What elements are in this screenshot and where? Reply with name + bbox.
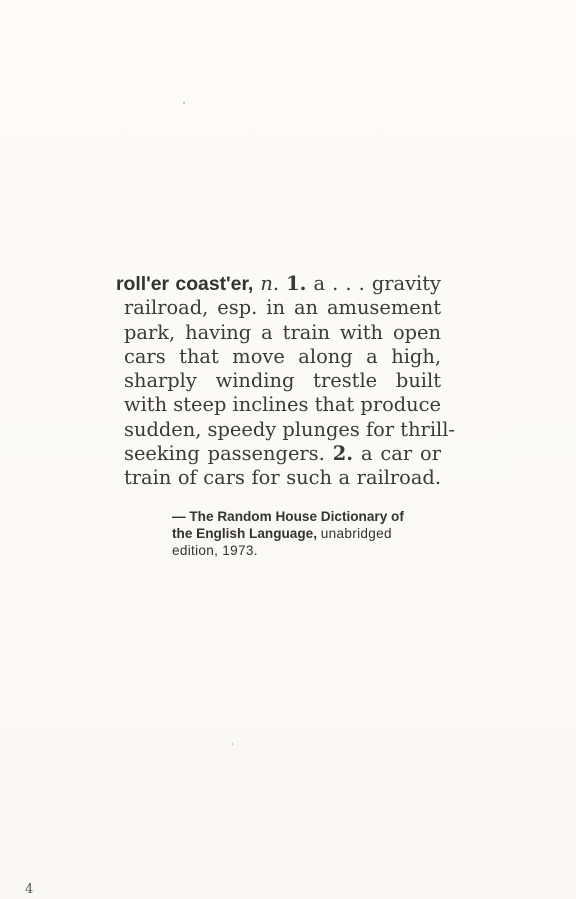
dictionary-definition <box>116 272 455 491</box>
definition-text: seeking passengers. <box>124 442 325 466</box>
sense-number: 2. <box>332 442 353 466</box>
definition-line: cars that move along a high, <box>124 344 441 368</box>
part-of-speech: n. <box>260 272 280 295</box>
source-attribution <box>172 508 442 560</box>
attribution-line <box>172 525 442 542</box>
definition-line <box>116 442 441 466</box>
attribution-line: edition, 1973. <box>172 543 258 559</box>
sense-number: 1. <box>286 272 307 295</box>
definition-text: a car or <box>360 442 441 466</box>
paper-speck <box>183 102 185 104</box>
definition-line <box>116 272 441 296</box>
definition-line: train of cars for such a railroad. <box>124 466 441 490</box>
definition-line: sudden, speedy plunges for thrill- <box>124 417 455 441</box>
definition-line: with steep inclines that produce <box>124 393 441 417</box>
definition-line: sharply winding trestle built <box>124 369 441 393</box>
attribution-line: — The Random House Dictionary of <box>172 509 404 524</box>
definition-text: a . . . gravity <box>313 272 441 295</box>
definition-line: park, having a train with open <box>124 320 441 344</box>
definition-line: railroad, esp. in an amusement <box>124 296 441 320</box>
paper-speck <box>232 743 233 745</box>
source-title: the English Language, <box>172 526 318 542</box>
page-number: 4 <box>25 882 34 897</box>
headword: roll'er coast'er, <box>116 273 254 295</box>
edition-note: unabridged <box>320 526 392 542</box>
